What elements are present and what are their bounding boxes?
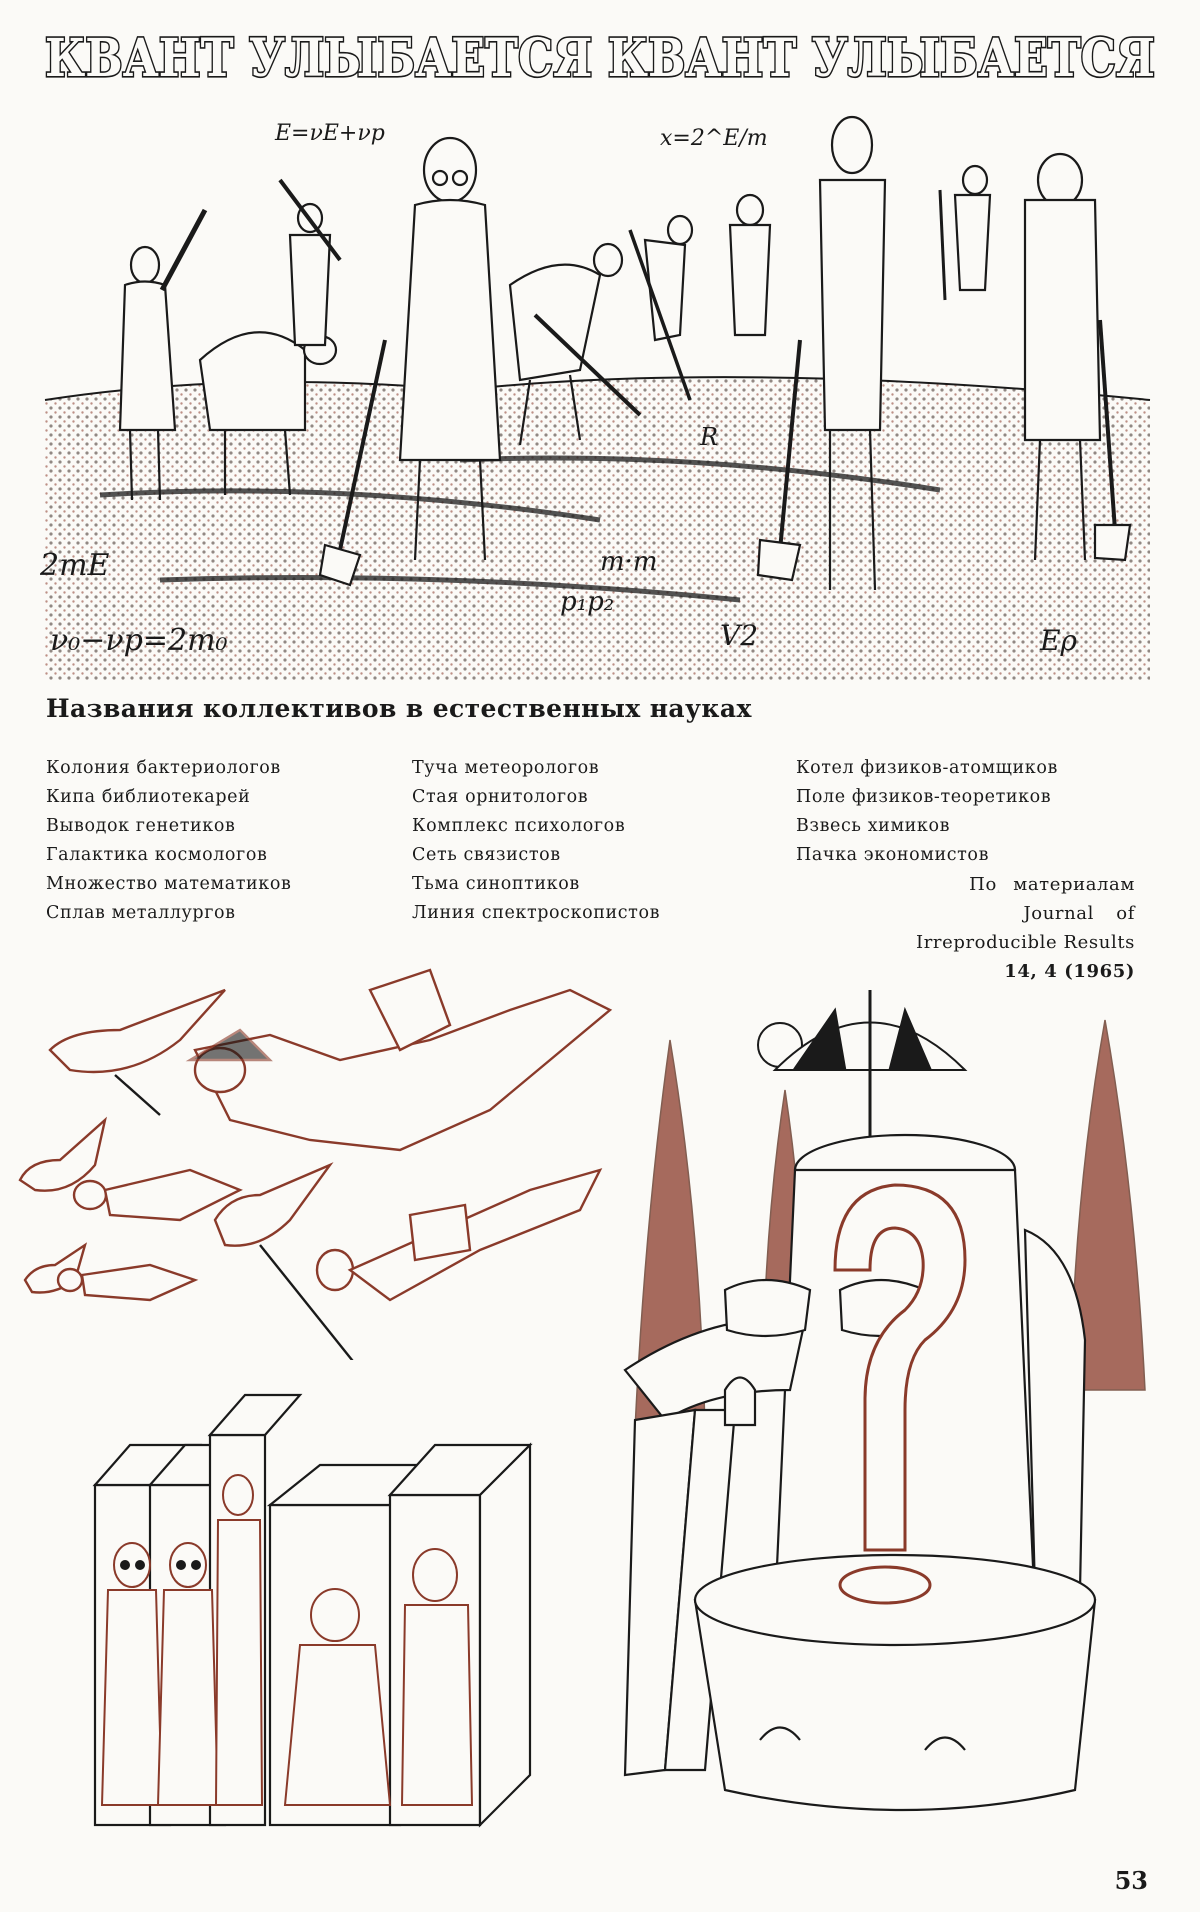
formula: R	[700, 423, 719, 451]
formula: m·m	[600, 547, 658, 577]
list-item: Кипа библиотекарей	[46, 787, 251, 807]
source-intro: По материалам	[969, 874, 1135, 895]
list-item: Сеть связистов	[412, 845, 561, 865]
page-number: 53	[1114, 1866, 1148, 1895]
list-item: Сплав металлургов	[46, 903, 236, 923]
list-item: Галактика космологов	[46, 845, 268, 865]
article-heading: Названия коллективов в естественных науках	[46, 694, 752, 723]
digging-scientists-illustration	[40, 100, 1160, 680]
formula: p₁p₂	[560, 587, 615, 617]
page-title-text: КВАНТ УЛЫБАЕТСЯ КВАНТ УЛЫБАЕТСЯ	[45, 28, 1155, 89]
source-journal-line-1: Journal of	[1023, 903, 1135, 924]
list-item: Комплекс психологов	[412, 816, 626, 836]
book-people-illustration	[90, 1385, 540, 1835]
formula: ν₀−νp=2m₀	[50, 623, 228, 658]
collective-names-column-1	[46, 754, 291, 928]
collective-names-column-3	[796, 754, 1058, 870]
list-item: Котел физиков-атомщиков	[796, 758, 1058, 778]
source-journal-line-2: Irreproducible Results	[915, 932, 1135, 953]
formula: 2mE	[40, 548, 110, 583]
list-item: Туча метеорологов	[412, 758, 600, 778]
list-item: Колония бактериологов	[46, 758, 281, 778]
formula: Eρ	[1040, 624, 1077, 657]
list-item: Множество математиков	[46, 874, 292, 894]
list-item: Выводок генетиков	[46, 816, 236, 836]
list-item: Поле физиков-теоретиков	[796, 787, 1052, 807]
list-item: Тьма синоптиков	[412, 874, 580, 894]
list-item: Пачка экономистов	[796, 845, 990, 865]
list-item: Взвесь химиков	[796, 816, 951, 836]
list-item: Стая орнитологов	[412, 787, 589, 807]
formula: V2	[720, 619, 759, 652]
fountain-illustration	[605, 970, 1165, 1850]
source-attribution	[916, 870, 1135, 986]
formula: E=νE+νp	[275, 121, 385, 146]
formula: x=2^E/m	[660, 126, 768, 151]
collective-names-column-2	[412, 754, 660, 928]
list-item: Линия спектроскопистов	[412, 903, 661, 923]
page-title	[40, 22, 1160, 92]
source-reference: 14, 4 (1965)	[1004, 961, 1135, 982]
flying-scientists-illustration	[10, 950, 630, 1360]
